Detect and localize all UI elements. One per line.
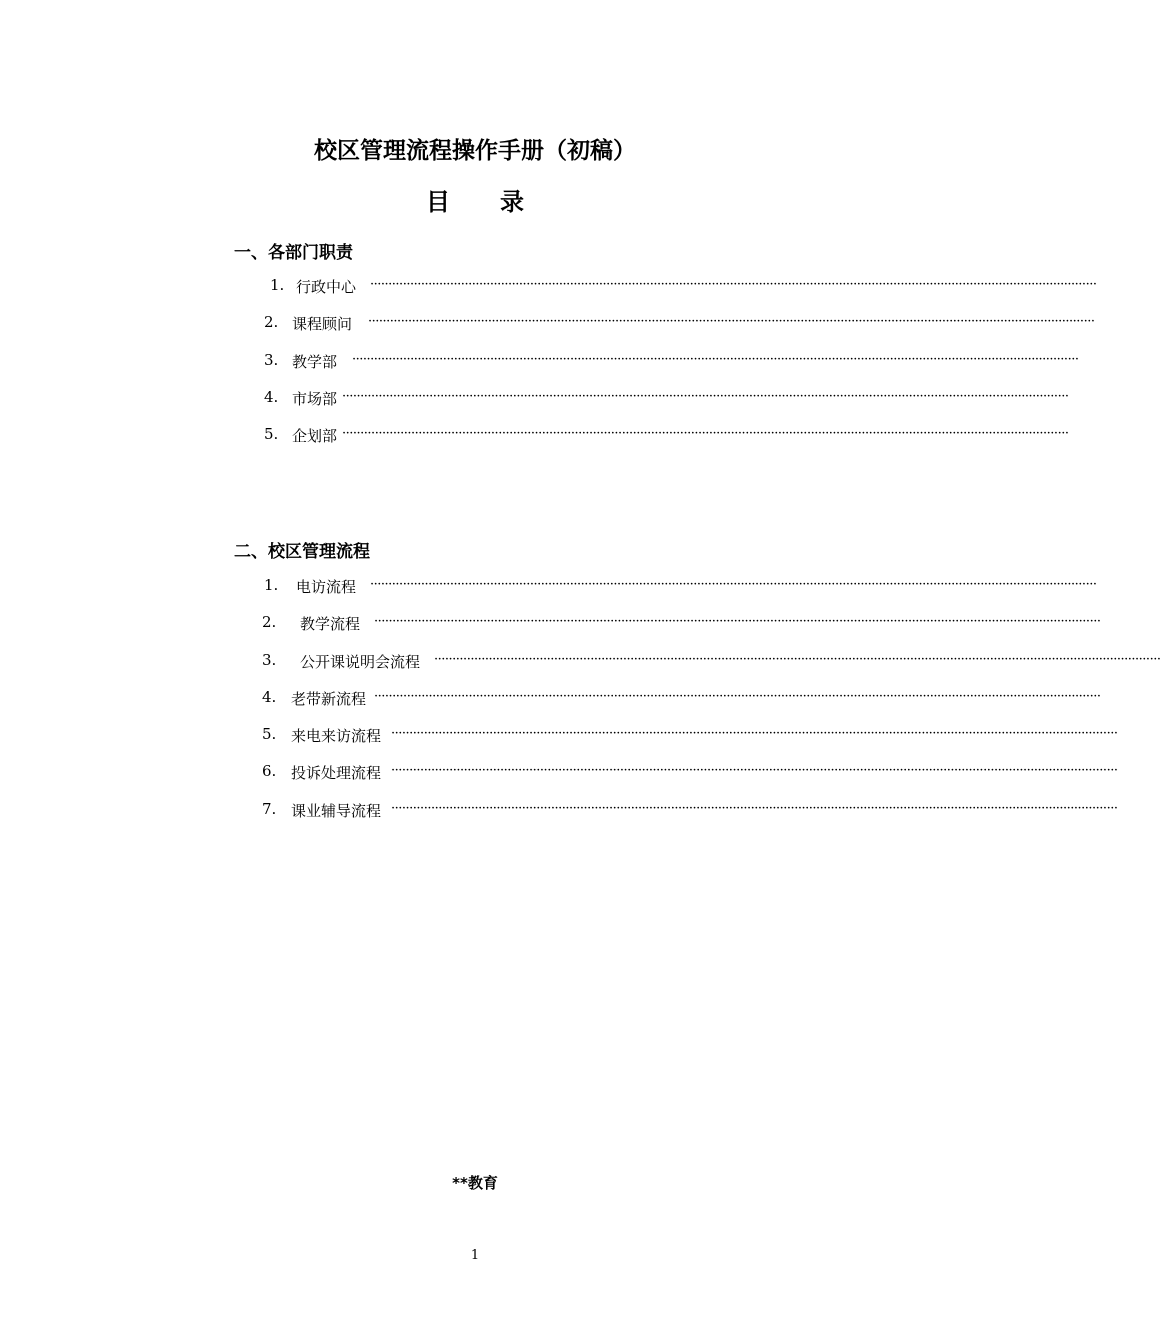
dot-leader: ········································································································································································································ (342, 388, 1069, 404)
toc-item-number: 3. (262, 650, 277, 669)
dot-leader: ········································································································································································································ (434, 651, 1160, 667)
toc-item-number: 4. (264, 387, 279, 406)
toc-item-label: 课业辅导流程 (291, 801, 382, 820)
dot-leader: ········································································································································································································ (391, 726, 1118, 742)
toc-item-label: 投诉处理流程 (291, 764, 382, 783)
toc-item-number: 5. (262, 725, 277, 744)
document-title: 校区管理流程操作手册（初稿） (314, 138, 636, 164)
dot-leader: ········································································································································································································ (370, 577, 1097, 592)
dot-leader: ········································································································································································································ (368, 314, 1095, 330)
dot-leader: ········································································································································································································ (352, 351, 1079, 367)
toc-item[interactable] (0, 276, 1097, 313)
dot-leader: ········································································································································································································ (342, 426, 1069, 442)
toc-item-number: 3. (264, 350, 279, 369)
toc-item[interactable] (0, 387, 1069, 425)
page-number: 1 (470, 1248, 480, 1263)
toc-heading: 目录 (426, 188, 574, 216)
toc-item[interactable] (0, 762, 1118, 799)
toc-item-number: 2. (264, 313, 279, 332)
dot-leader: ········································································································································································································ (391, 800, 1118, 816)
toc-item-number: 6. (262, 762, 277, 781)
toc-item[interactable] (0, 576, 1097, 613)
toc-item[interactable] (0, 687, 1101, 725)
dot-leader: ········································································································································································································ (374, 688, 1101, 704)
toc-item-label: 企划部 (292, 427, 338, 446)
toc-item-label: 公开课说明会流程 (300, 652, 421, 671)
toc-item-number: 2. (262, 613, 277, 632)
toc-item-label: 行政中心 (296, 278, 357, 296)
toc-item-number: 1. (270, 276, 285, 294)
toc-item-number: 5. (264, 425, 279, 444)
dot-leader: ········································································································································································································ (370, 277, 1097, 292)
dot-leader: ········································································································································································································ (374, 614, 1101, 630)
toc-item-label: 老带新流程 (291, 689, 367, 708)
toc-item-number: 1. (264, 576, 279, 594)
toc-item[interactable] (0, 313, 1095, 350)
section-heading-processes: 二、校区管理流程 (234, 542, 370, 562)
toc-item[interactable] (0, 425, 1069, 462)
toc-item-number: 7. (262, 799, 277, 818)
toc-list-departments (0, 276, 1097, 462)
toc-list-processes (0, 576, 1160, 837)
toc-item[interactable] (0, 650, 1160, 688)
toc-item[interactable] (0, 799, 1118, 837)
toc-item[interactable] (0, 350, 1079, 388)
section-heading-departments: 一、各部门职责 (234, 243, 353, 263)
toc-item-label: 教学流程 (300, 615, 361, 634)
toc-item[interactable] (0, 725, 1118, 762)
toc-item-label: 教学部 (292, 352, 338, 371)
toc-item-number: 4. (262, 687, 277, 706)
toc-item-label: 电访流程 (296, 578, 357, 596)
toc-item-label: 来电来访流程 (291, 727, 382, 746)
footer-organization: **教育 (452, 1174, 498, 1192)
toc-item[interactable] (0, 613, 1101, 650)
toc-item-label: 课程顾问 (292, 315, 353, 334)
dot-leader: ········································································································································································································ (391, 763, 1118, 779)
toc-item-label: 市场部 (292, 389, 338, 408)
